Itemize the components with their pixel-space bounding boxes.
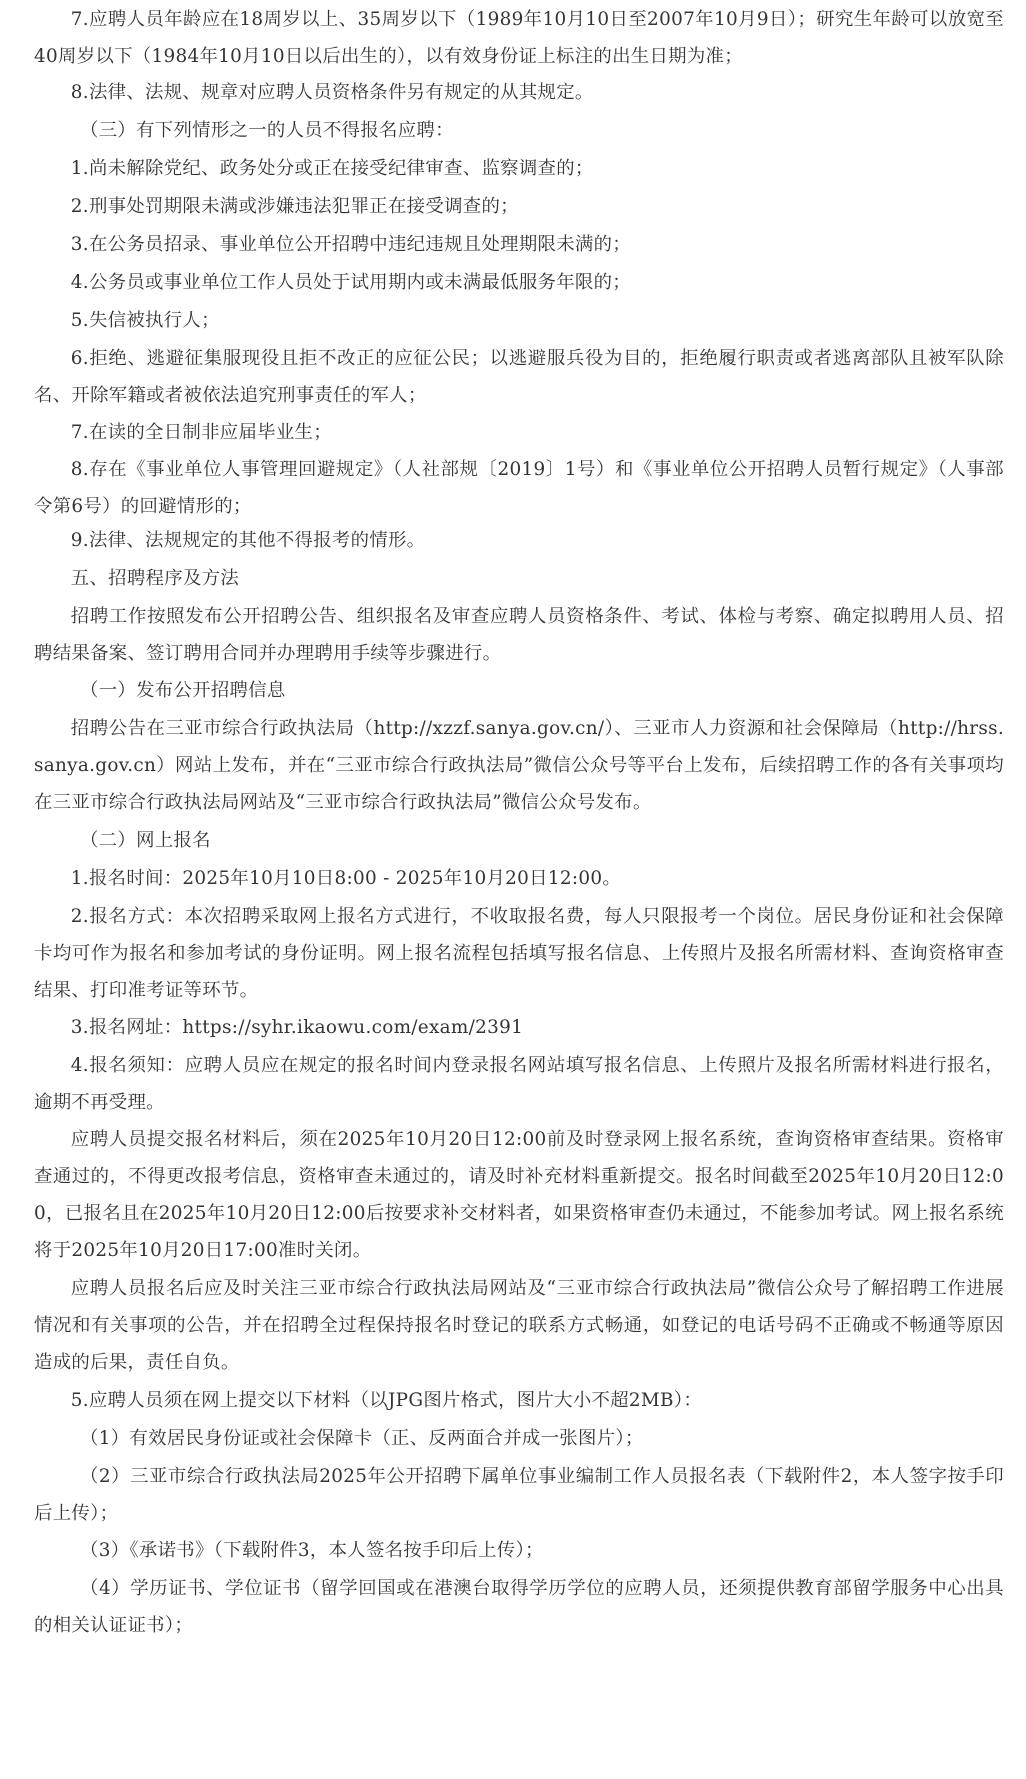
paragraph-registration-method: 2.报名方式：本次招聘采取网上报名方式进行，不收取报名费，每人只限报考一个岗位。居民身份证和社会保障卡均可作为报名和参加考试的身份证明。网上报名流程包括填写报名信息、上传照片及报名所需材料、查询资格审查结果、打印准考证等环节。 (34, 906, 1004, 1001)
heading-disqualifications: （三）有下列情形之一的人员不得报名应聘： (80, 120, 454, 141)
paragraph-disqualification-7: 7.在读的全日制非应届毕业生； (70, 422, 332, 443)
paragraph-disqualification-1: 1.尚未解除党纪、政务处分或正在接受纪律审查、监察调查的； (70, 158, 594, 179)
paragraph-disqualification-4: 4.公务员或事业单位工作人员处于试用期内或未满最低服务年限的； (70, 272, 631, 293)
paragraph-qualification-review: 应聘人员提交报名材料后，须在2025年10月20日12:00前及时登录网上报名系统，查询资格审查结果。资格审查通过的，不得更改报考信息，资格审查未通过的，请及时补充材料重新提交。报名时间截至2025年10月20日12:00，已报名且在2025年10月20日12:00后按要求补交材料者，如果资格审查仍未通过，不能参加考试。网上报名系统将于2025年10月20日17:00准时关闭。 (34, 1129, 1004, 1261)
paragraph-follow-updates: 应聘人员报名后应及时关注三亚市综合行政执法局网站及“三亚市综合行政执法局”微信公众号了解招聘工作进展情况和有关事项的公告，并在招聘全过程保持报名时登记的联系方式畅通，如登记的电话号码不正确或不畅通等原因造成的后果，责任自负。 (34, 1278, 1004, 1373)
paragraph-registration-time: 1.报名时间：2025年10月10日8:00 - 2025年10月20日12:00。 (70, 868, 622, 889)
paragraph-age-requirement: 7.应聘人员年龄应在18周岁以上、35周岁以下（1989年10月10日至2007年10月9日）；研究生年龄可以放宽至40周岁以下（1984年10月10日以后出生的），以有效身份证上标注的出生日期为准； (34, 9, 1004, 67)
paragraph-procedure-steps: 招聘工作按照发布公开招聘公告、组织报名及审查应聘人员资格条件、考试、体检与考察、确定拟聘用人员、招聘结果备案、签订聘用合同并办理聘用手续等步骤进行。 (34, 606, 1004, 664)
paragraph-publish-channels: 招聘公告在三亚市综合行政执法局（http://xzzf.sanya.gov.cn/）、三亚市人力资源和社会保障局（http://hrss.sanya.gov.cn）网站上发布，并在“三亚市综合行政执法局”微信公众号等平台上发布，后续招聘工作的各有关事项均在三亚市综合行政执法局网站及“三亚市综合行政执法局”微信公众号发布。 (34, 718, 1004, 813)
paragraph-other-regulations: 8.法律、法规、规章对应聘人员资格条件另有规定的从其规定。 (70, 82, 594, 103)
list-item-id-card: （1）有效居民身份证或社会保障卡（正、反两面合并成一张图片）； (80, 1428, 644, 1449)
list-item-application-form: （2）三亚市综合行政执法局2025年公开招聘下属单位事业编制工作人员报名表（下载附件2，本人签字按手印后上传）； (34, 1466, 1004, 1524)
list-item-diploma: （4）学历证书、学位证书（留学回国或在港澳台取得学历学位的应聘人员，还须提供教育部留学服务中心出具的相关认证证书）； (34, 1578, 1004, 1636)
paragraph-disqualification-9: 9.法律、法规规定的其他不得报考的情形。 (70, 530, 426, 551)
paragraph-disqualification-6: 6.拒绝、逃避征集服现役且拒不改正的应征公民；以逃避服兵役为目的，拒绝履行职责或者逃离部队且被军队除名、开除军籍或者被依法追究刑事责任的军人； (34, 348, 1004, 406)
paragraph-registration-notice: 4.报名须知：应聘人员应在规定的报名时间内登录报名网站填写报名信息、上传照片及报名所需材料进行报名，逾期不再受理。 (34, 1055, 1004, 1113)
list-item-commitment-letter: （3）《承诺书》（下载附件3，本人签名按手印后上传）； (80, 1540, 544, 1561)
heading-online-registration: （二）网上报名 (80, 830, 211, 851)
paragraph-materials-list: 5.应聘人员须在网上提交以下材料（以JPG图片格式，图片大小不超2MB）： (70, 1390, 703, 1411)
heading-publish-info: （一）发布公开招聘信息 (80, 680, 286, 701)
paragraph-disqualification-5: 5.失信被执行人； (70, 310, 220, 331)
paragraph-disqualification-3: 3.在公务员招录、事业单位公开招聘中违纪违规且处理期限未满的； (70, 234, 631, 255)
paragraph-disqualification-8: 8.存在《事业单位人事管理回避规定》（人社部规〔2019〕1号）和《事业单位公开招聘人员暂行规定》（人事部令第6号）的回避情形的； (34, 459, 1004, 517)
section-heading-procedure: 五、招聘程序及方法 (70, 568, 240, 589)
paragraph-registration-url: 3.报名网址：https://syhr.ikaowu.com/exam/2391 (70, 1017, 524, 1038)
paragraph-disqualification-2: 2.刑事处罚期限未满或涉嫌违法犯罪正在接受调查的； (70, 196, 519, 217)
